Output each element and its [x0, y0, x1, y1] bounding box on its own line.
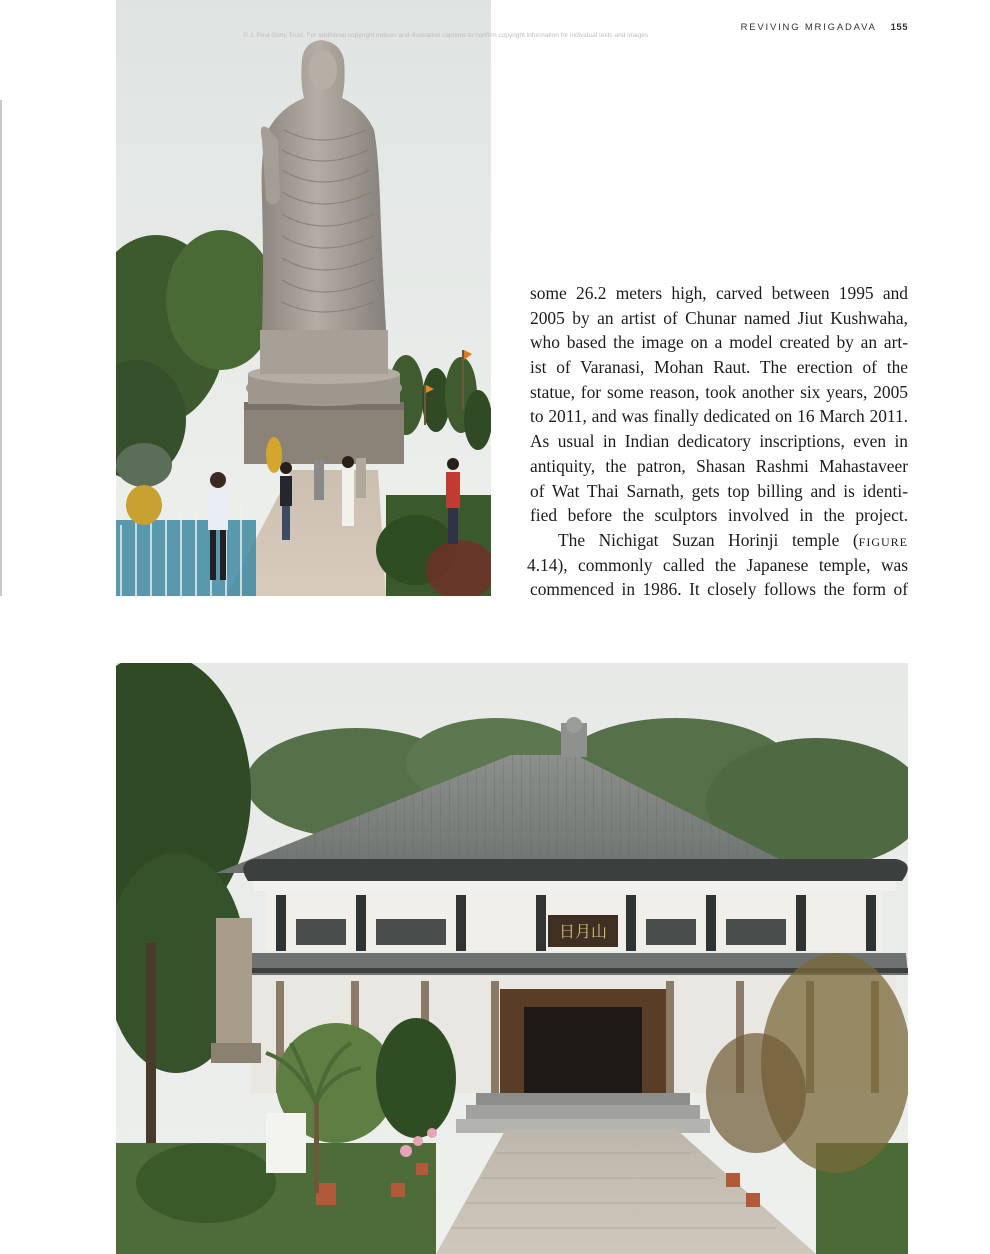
- body-line: fied before the sculptors involved in the project.: [530, 505, 908, 526]
- body-line: who based the image on a model created by an art-: [530, 332, 908, 353]
- body-line: to 2011, and was finally dedicated on 16 March 2011.: [530, 406, 908, 427]
- running-head-section-title: REVIVING MRIGADAVA: [740, 22, 877, 33]
- page-number: 155: [890, 22, 908, 33]
- body-line: ist of Varanasi, Mohan Raut. The erection of the: [530, 357, 908, 378]
- photo-buddha-statue: [116, 0, 491, 596]
- body-line: antiquity, the patron, Shasan Rashmi Mahastaveer: [530, 455, 908, 476]
- body-text: [527, 281, 908, 602]
- temple-plaque-text: 日月山: [558, 922, 608, 941]
- body-line-para2: [530, 528, 908, 553]
- body-line: statue, for some reason, took another six years, 2005: [530, 381, 908, 402]
- body-line: As usual in Indian dedicatory inscriptions, even in: [530, 431, 908, 452]
- body-line-para2: [527, 553, 908, 578]
- photo-japanese-temple: [116, 663, 908, 1254]
- para2-text: ), commonly called the Japanese temple, was: [557, 554, 908, 575]
- figure-number: 4.14: [527, 554, 558, 575]
- body-line: of Wat Thai Sarnath, gets top billing and is identi-: [530, 480, 908, 501]
- body-line: 2005 by an artist of Chunar named Jiut Kushwaha,: [530, 307, 908, 328]
- body-line: some 26.2 meters high, carved between 1995 and: [530, 283, 908, 303]
- page-edge-rule: [0, 100, 2, 596]
- copyright-notice: © J. Paul Getty Trust. For additional copyright notices and illustration captions to confirm copyright information for individual texts and images: [243, 32, 649, 39]
- para2-text: The Nichigat Suzan Horinji temple (: [558, 529, 859, 550]
- figure-reference: figure: [858, 529, 908, 550]
- body-line-para2: commenced in 1986. It closely follows the form of: [530, 579, 908, 600]
